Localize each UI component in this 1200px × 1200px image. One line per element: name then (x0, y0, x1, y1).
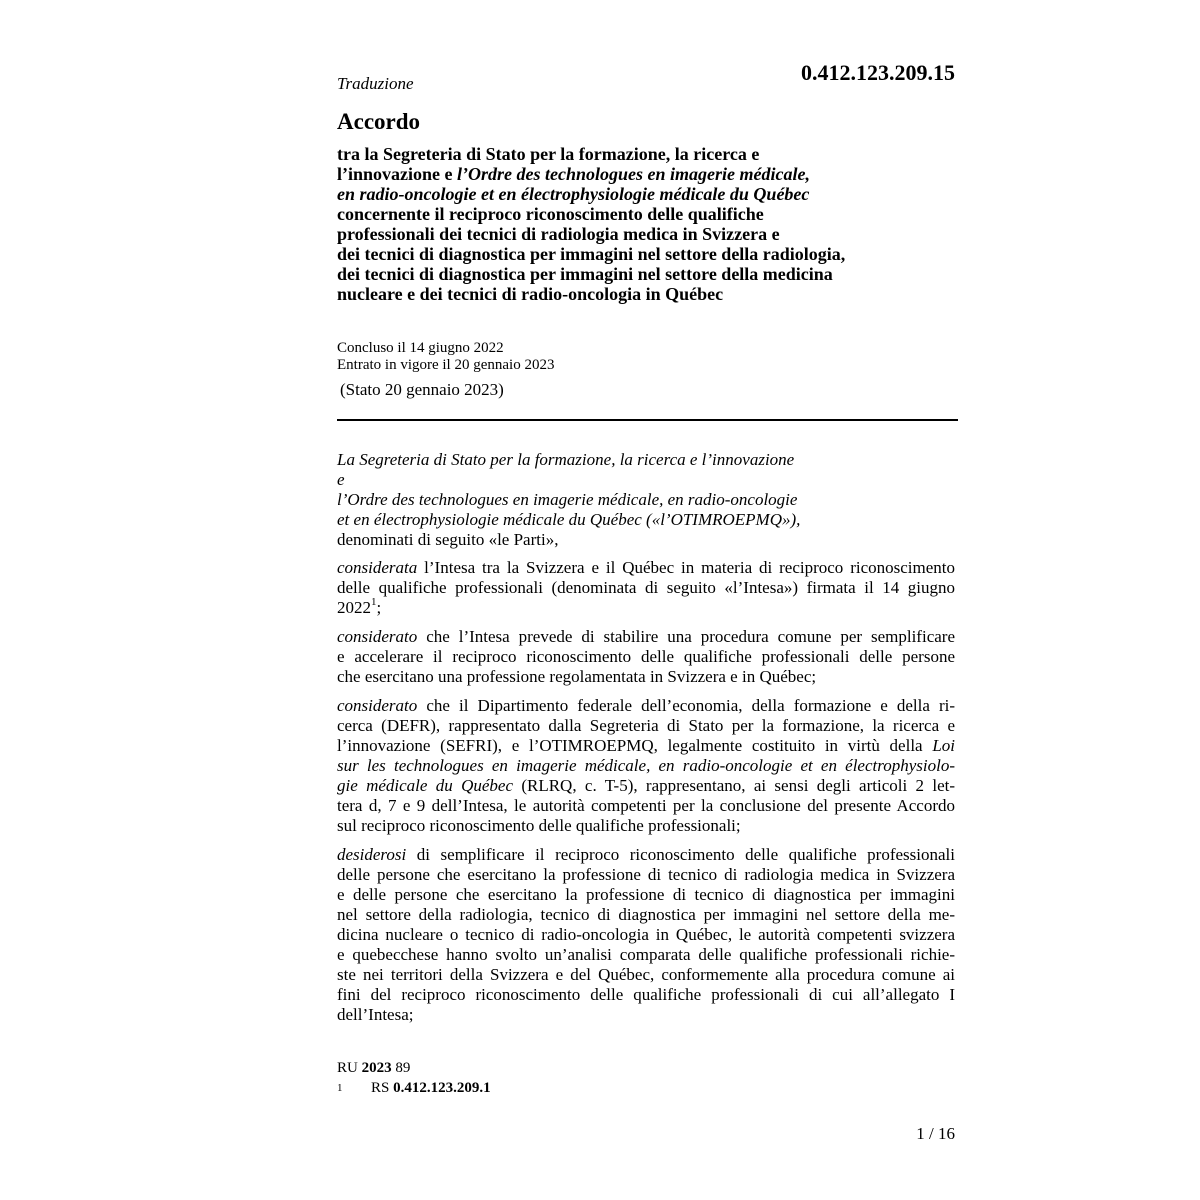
text-line: e delle persone che esercitano la professione di tecnico di diagnostica per immagini (337, 885, 955, 904)
subtitle-line: nucleare e dei tecnici di radio-oncologia in Québec (337, 284, 724, 304)
text-line: 2022$^1$; (337, 596, 382, 617)
divider-rule (337, 419, 958, 421)
ru-reference: RU 2023 89 (337, 1060, 411, 1076)
preamble-line: et en électrophysiologie médicale du Québec («l’OTIMROEPMQ»), (337, 510, 801, 529)
text-line: desiderosi di semplificare il reciproco riconoscimento delle qualifiche professionali (337, 845, 955, 864)
page-footer (337, 1058, 491, 1098)
text-line: considerata l’Intesa tra la Svizzera e il Québec in materia di reciproco riconoscimento (337, 558, 955, 577)
subtitle-line: concernente il reciproco riconoscimento delle qualifiche (337, 204, 764, 224)
concluded-date: Concluso il 14 giugno 2022 (337, 340, 504, 356)
text-line: considerato che l’Intesa prevede di stabilire una procedura comune per semplificare (337, 627, 955, 646)
preamble (337, 450, 955, 550)
subtitle-line: l’innovazione e l’Ordre des technologues en imagerie médicale, (337, 164, 810, 184)
translation-label: Traduzione (337, 74, 414, 93)
footnote-number: 1 (337, 1082, 343, 1094)
status-date: (Stato 20 gennaio 2023) (340, 380, 504, 399)
text-line: dell’Intesa; (337, 1005, 414, 1024)
subtitle-line: professionali dei tecnici di radiologia medica in Svizzera e (337, 224, 780, 244)
paragraph-considerato-1 (337, 627, 955, 687)
subtitle-line: tra la Segreteria di Stato per la formazione, la ricerca e (337, 144, 760, 164)
text-line: e accelerare il reciproco riconoscimento delle qualifiche professionali delle persone (337, 647, 955, 666)
footnote-ref[interactable]: 1 (371, 596, 377, 609)
dates-block (337, 340, 554, 374)
page-number: 1 / 16 (916, 1124, 955, 1143)
footnote-link[interactable]: 0.412.123.209.1 (393, 1080, 491, 1096)
subtitle-line: dei tecnici di diagnostica per immagini nel settore della radiologia, (337, 244, 846, 264)
subtitle-line: en radio-oncologie et en électrophysiologie médicale du Québec (337, 184, 810, 204)
in-force-date: Entrato in vigore il 20 gennaio 2023 (337, 357, 555, 373)
sr-number: 0.412.123.209.15 (801, 60, 955, 85)
paragraph-considerata (337, 558, 955, 618)
text-line: sul reciproco riconoscimento delle qualifiche professionali; (337, 816, 741, 835)
preamble-line: denominati di seguito «le Parti», (337, 530, 559, 549)
preamble-line: La Segreteria di Stato per la formazione, la ricerca e l’innovazione (337, 450, 795, 469)
text-line: l’innovazione (SEFRI), e l’OTIMROEPMQ, legalmente costituito in virtù della Loi (337, 736, 955, 755)
document-subtitle (337, 144, 957, 304)
text-line: sur les technologues en imagerie médicale, en radio-oncologie et en électrophysiolo- (337, 756, 955, 775)
text-line: fini del reciproco riconoscimento delle qualifiche professionali di cui all’allegato I (337, 985, 955, 1004)
text-line: considerato che il Dipartimento federale dell’economia, della formazione e della ri- (337, 696, 955, 715)
paragraph-considerato-2 (337, 696, 955, 836)
text-line: delle qualifiche professionali (denominata di seguito «l’Intesa») firmata il 14 giugno (337, 578, 955, 597)
text-line: delle persone che esercitano la professione di tecnico di radiologia medica in Svizzera (337, 865, 955, 884)
preamble-line: e (337, 470, 345, 489)
document-title: Accordo (337, 109, 421, 134)
text-line: che esercitano una professione regolamentata in Svizzera e in Québec; (337, 667, 817, 686)
text-line: gie médicale du Québec (RLRQ, c. T-5), rappresentano, ai sensi degli articoli 2 let- (337, 776, 955, 795)
text-line: tera d, 7 e 9 dell’Intesa, le autorità competenti per la conclusione del presente Accordo (337, 796, 955, 815)
text-line: cerca (DEFR), rappresentato dalla Segreteria di Stato per la formazione, la ricerca e (337, 716, 955, 735)
text-line: ste nei territori della Svizzera e del Québec, conformemente alla procedura comune ai (337, 965, 955, 984)
text-line: e quebecchese hanno svolto un’analisi comparata delle qualifiche professionali richie- (337, 945, 955, 964)
subtitle-line: dei tecnici di diagnostica per immagini nel settore della medicina (337, 264, 833, 284)
paragraph-desiderosi (337, 845, 955, 1025)
footnote: 1 RS 0.412.123.209.1 (337, 1080, 491, 1096)
text-line: dicina nucleare o tecnico di radio-oncologia in Québec, le autorità competenti svizzera (337, 925, 955, 944)
text-line: nel settore della radiologia, tecnico di diagnostica per immagini nel settore della me- (337, 905, 955, 924)
preamble-line: l’Ordre des technologues en imagerie médicale, en radio-oncologie (337, 490, 798, 509)
